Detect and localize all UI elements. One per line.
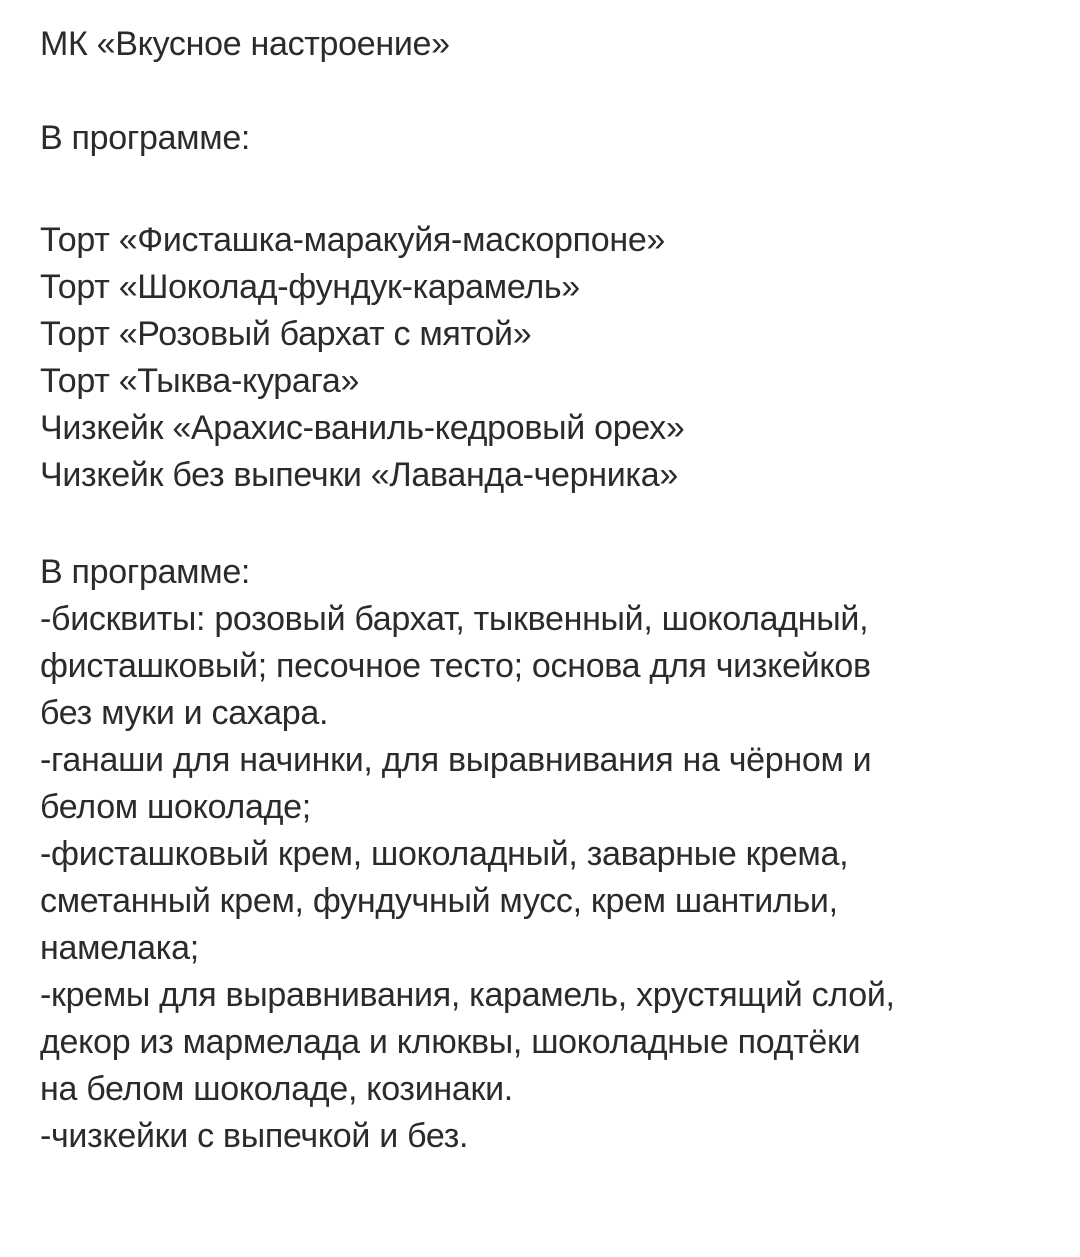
program-detail-line: -чизкейки с выпечкой и без. [40, 1117, 469, 1155]
message-text [40, 21, 1050, 1160]
spacer [40, 68, 1050, 115]
program-item: Торт «Розовый бархат с мятой» [40, 315, 532, 353]
program-detail-line: белом шоколаде; [40, 788, 311, 826]
message-title: МК «Вкусное настроение» [40, 25, 450, 63]
program-detail-line: на белом шоколаде, козинаки. [40, 1070, 513, 1108]
program-detail-line: фисташковый; песочное тесто; основа для чизкейков [40, 647, 871, 685]
program-detail-line: без муки и сахара. [40, 694, 329, 732]
program-detail-line: намелака; [40, 929, 199, 967]
program-item: Чизкейк «Арахис-ваниль-кедровый орех» [40, 409, 685, 447]
spacer [40, 499, 1050, 549]
spacer [40, 162, 1050, 209]
program-heading: В программе: [40, 553, 251, 591]
program-detail-line: -ганаши для начинки, для выравнивания на чёрном и [40, 741, 872, 779]
program-item: Чизкейк без выпечки «Лаванда-черника» [40, 456, 678, 494]
program-heading: В программе: [40, 119, 251, 157]
program-detail-line: -кремы для выравнивания, карамель, хрустящий слой, [40, 976, 895, 1014]
program-item: Торт «Шоколад-фундук-карамель» [40, 268, 580, 306]
program-detail-line: -бисквиты: розовый бархат, тыквенный, шоколадный, [40, 600, 869, 638]
program-detail-line: сметанный крем, фундучный мусс, крем шантильи, [40, 882, 838, 920]
program-detail-line: декор из мармелада и клюквы, шоколадные подтёки [40, 1023, 861, 1061]
program-item: Торт «Тыква-курага» [40, 362, 360, 400]
program-item: Торт «Фисташка-маракуйя-маскорпоне» [40, 221, 666, 259]
program-detail-line: -фисташковый крем, шоколадный, заварные крема, [40, 835, 849, 873]
